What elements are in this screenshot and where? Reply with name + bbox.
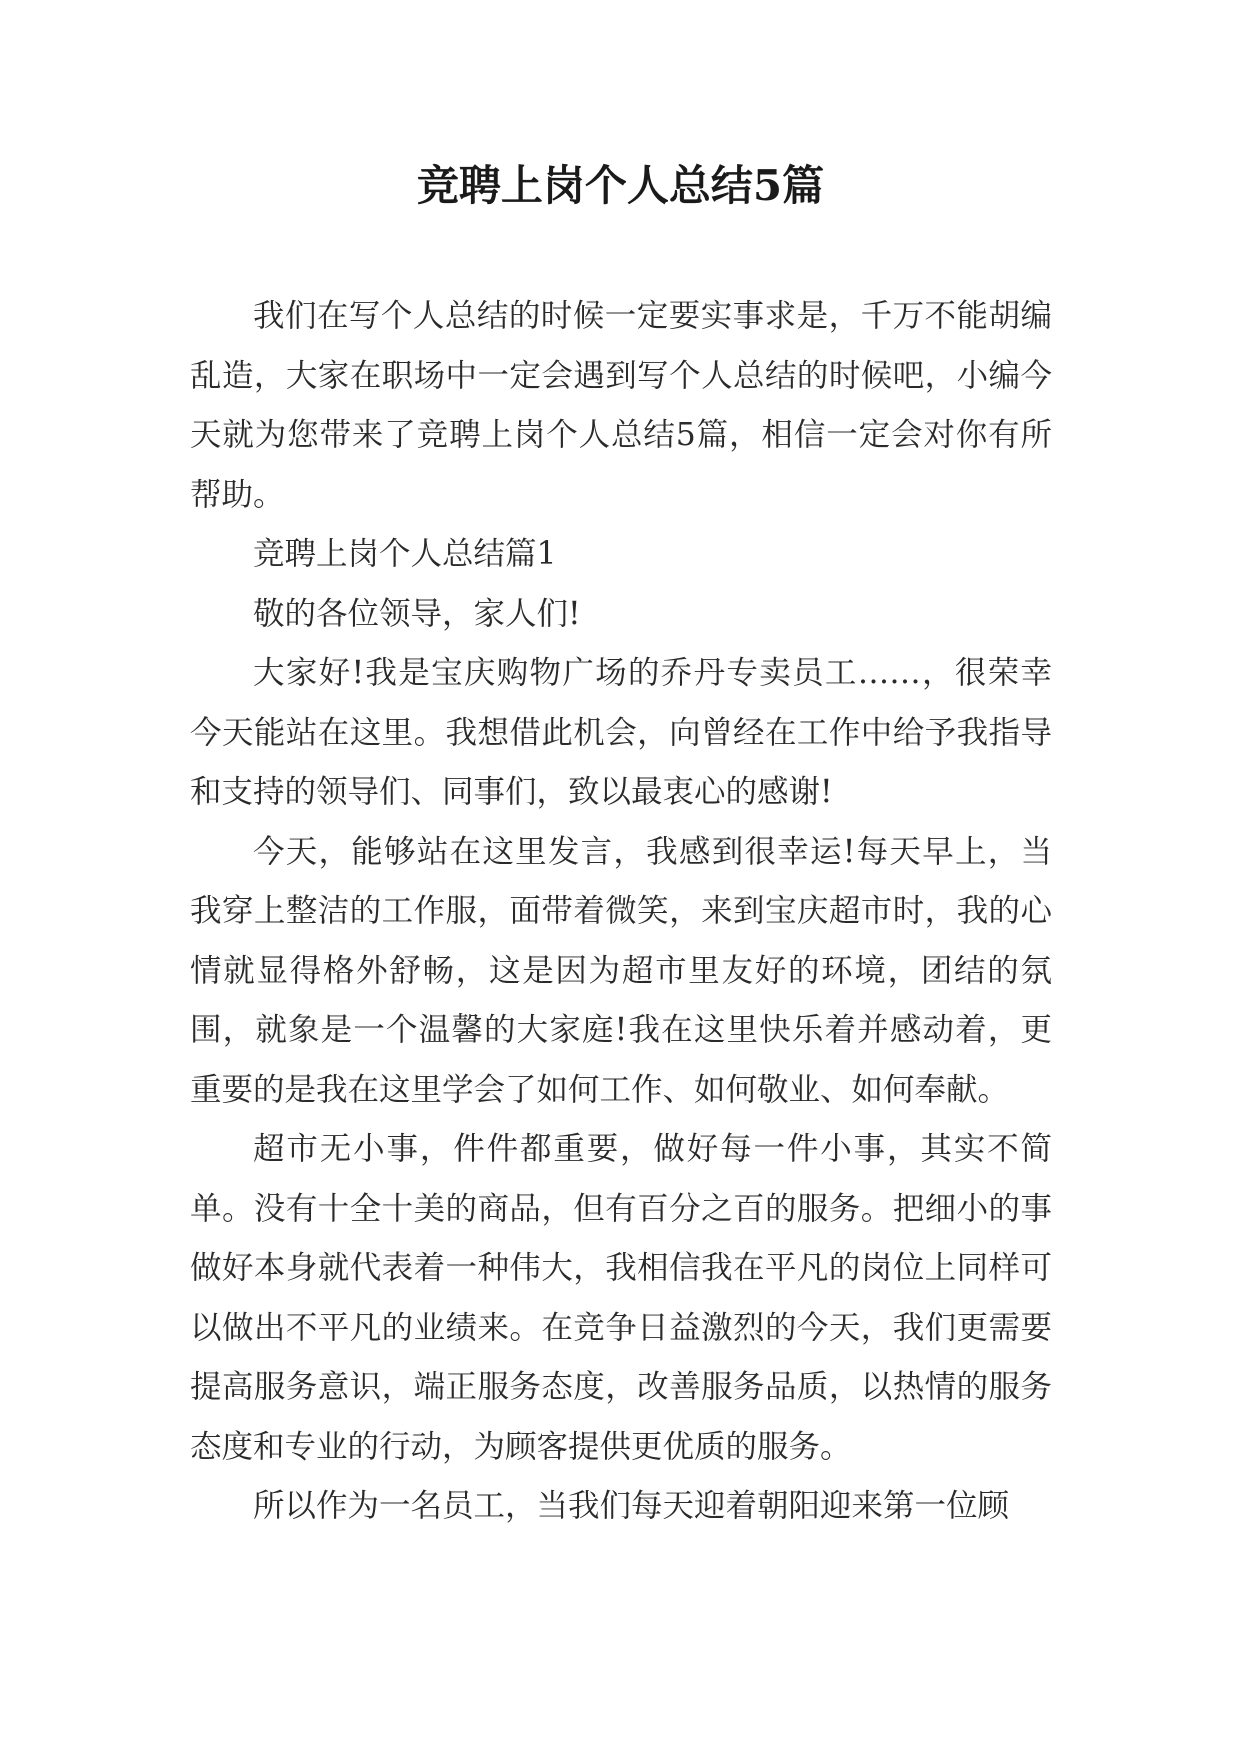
document-body — [190, 287, 1052, 1537]
salutation: 敬的各位领导，家人们! — [253, 595, 581, 632]
intro-paragraph: 我们在写个人总结的时候一定要实事求是，千万不能胡编乱造，大家在职场中一定会遇到写个人总结的时候吧，小编今天就为您带来了竞聘上岗个人总结5篇，相信一定会对你有所帮助。 — [190, 298, 1052, 513]
section-heading: 竞聘上岗个人总结篇1 — [253, 536, 557, 572]
body-paragraph: 所以作为一名员工，当我们每天迎着朝阳迎来第一位顾 — [253, 1488, 1010, 1524]
body-paragraph: 今天，能够站在这里发言，我感到很幸运!每天早上，当我穿上整洁的工作服，面带着微笑，来到宝庆超市时，我的心情就显得格外舒畅，这是因为超市里友好的环境，团结的氛围，就象是一个温馨的大家庭!我在这里快乐着并感动着，更重要的是我在这里学会了如何工作、如何敬业、如何奉献。 — [190, 833, 1052, 1108]
body-paragraph: 大家好!我是宝庆购物广场的乔丹专卖员工……，很荣幸今天能站在这里。我想借此机会，向曾经在工作中给予我指导和支持的领导们、同事们，致以最衷心的感谢! — [190, 655, 1052, 810]
body-paragraph: 超市无小事，件件都重要，做好每一件小事，其实不简单。没有十全十美的商品，但有百分之百的服务。把细小的事做好本身就代表着一种伟大，我相信我在平凡的岗位上同样可以做出不平凡的业绩来。在竞争日益激烈的今天，我们更需要提高服务意识，端正服务态度，改善服务品质，以热情的服务态度和专业的行动，为顾客提供更优质的服务。 — [190, 1131, 1052, 1465]
document-title: 竞聘上岗个人总结5篇 — [416, 161, 825, 210]
